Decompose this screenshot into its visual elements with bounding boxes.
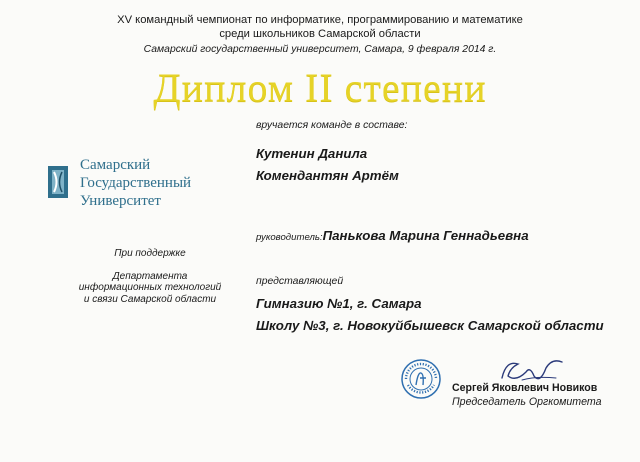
header-line-2: среди школьников Самарской области xyxy=(219,28,421,40)
school-name: Школу №3, г. Новокуйбышевск Самарской области xyxy=(256,318,604,333)
university-name-line: Самарский xyxy=(80,157,151,173)
support-block xyxy=(50,248,250,305)
representing-label: представляющей xyxy=(256,276,344,287)
team-member: Комендантян Артём xyxy=(256,168,399,183)
leader-row xyxy=(256,227,529,245)
department-line: Департамента xyxy=(112,270,188,282)
university-name xyxy=(80,156,191,210)
leader-name: Панькова Марина Геннадьевна xyxy=(322,228,529,243)
support-label: При поддержке xyxy=(114,248,186,259)
department-line: информационных технологий xyxy=(78,282,222,293)
school-name: Гимназию №1, г. Самара xyxy=(256,296,422,311)
university-name-line: Государственный xyxy=(80,175,192,191)
university-logo xyxy=(40,148,220,218)
signer-role: Председатель Оргкомитета xyxy=(452,396,602,408)
award-intro: вручается команде в составе: xyxy=(256,120,408,131)
university-name-line: Университет xyxy=(80,193,161,209)
diploma-title: Диплом II степени xyxy=(153,65,487,110)
leader-label: руководитель: xyxy=(256,232,323,243)
seal-stamp-icon xyxy=(400,358,442,400)
header-line-1: XV командный чемпионат по информатике, программированию и математике xyxy=(117,14,523,26)
university-emblem-icon xyxy=(46,162,72,202)
header-line-3: Самарский государственный университет, Самара, 9 февраля 2014 г. xyxy=(143,44,497,55)
signer-name: Сергей Яковлевич Новиков xyxy=(452,382,598,394)
department-line: и связи Самарской области xyxy=(83,293,217,305)
team-member: Кутенин Данила xyxy=(256,146,368,161)
